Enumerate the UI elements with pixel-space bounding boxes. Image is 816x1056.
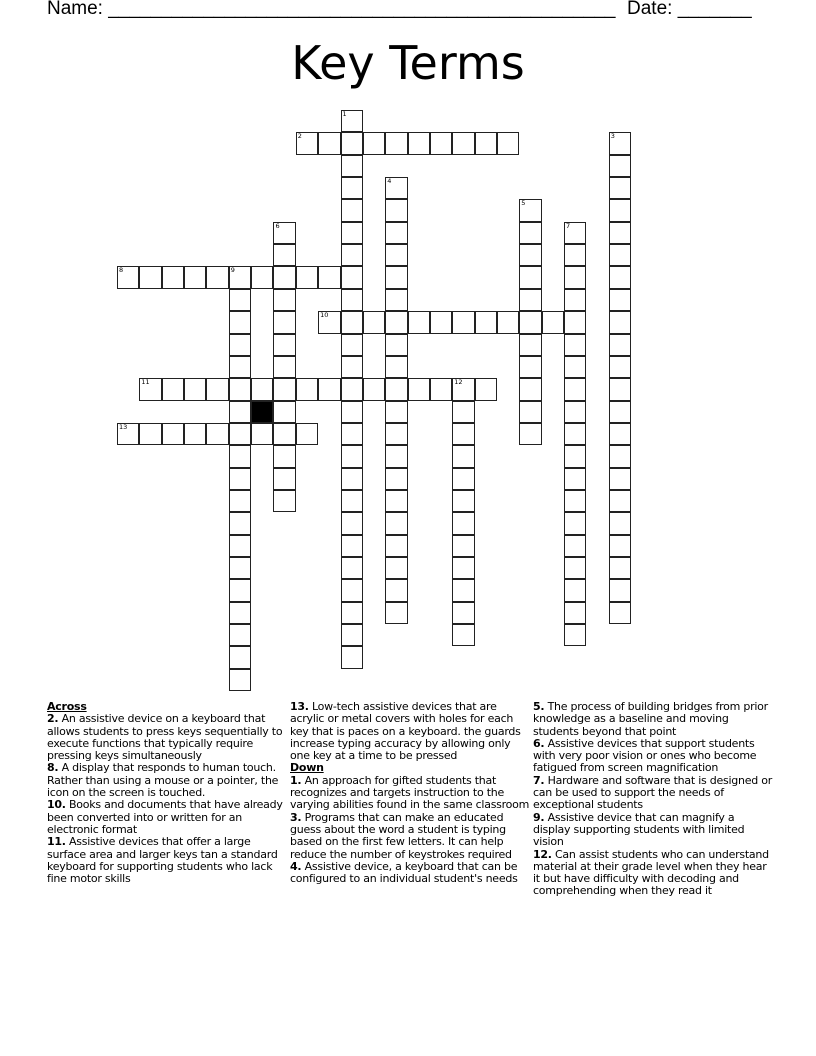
clue-down	[290, 861, 530, 886]
grid-cell[interactable]	[385, 557, 407, 579]
grid-cell[interactable]	[452, 535, 474, 557]
clue-number: 13.	[290, 700, 309, 713]
clue-down	[533, 849, 773, 898]
grid-cell[interactable]	[385, 222, 407, 244]
grid-cell[interactable]	[273, 490, 295, 512]
grid-cell[interactable]	[609, 535, 631, 557]
grid-cell[interactable]	[564, 289, 586, 311]
grid-cell[interactable]	[229, 356, 251, 378]
grid-cell[interactable]	[564, 624, 586, 646]
grid-cell[interactable]	[229, 490, 251, 512]
grid-cell[interactable]	[318, 311, 340, 333]
grid-cell[interactable]	[363, 311, 385, 333]
grid-cell[interactable]	[385, 199, 407, 221]
grid-cell[interactable]	[184, 378, 206, 400]
grid-cell[interactable]	[341, 244, 363, 266]
grid-cell[interactable]	[609, 579, 631, 601]
grid-cell[interactable]	[229, 557, 251, 579]
grid-cell[interactable]	[206, 423, 228, 445]
clue-across	[47, 836, 287, 885]
grid-cell[interactable]	[273, 445, 295, 467]
clue-across	[47, 799, 287, 836]
grid-cell[interactable]	[430, 378, 452, 400]
grid-cell[interactable]	[229, 468, 251, 490]
grid-cell[interactable]	[385, 244, 407, 266]
clue-text: Hardware and software that is designed or can be used to support the needs of exceptional students	[533, 773, 772, 812]
grid-cell[interactable]	[341, 602, 363, 624]
clue-text: The process of building bridges from prior knowledge as a baseline and moving students beyond that point	[533, 700, 768, 738]
grid-cell[interactable]	[609, 401, 631, 423]
grid-cell[interactable]	[408, 132, 430, 154]
grid-cell[interactable]	[139, 378, 161, 400]
grid-cell[interactable]	[296, 423, 318, 445]
grid-cell[interactable]	[564, 535, 586, 557]
clue-text: Assistive device, a keyboard that can be configured to an individual student's needs	[290, 859, 518, 886]
grid-cell[interactable]	[273, 401, 295, 423]
grid-cell[interactable]	[229, 669, 251, 691]
grid-cell[interactable]	[162, 423, 184, 445]
grid-cell[interactable]	[609, 512, 631, 534]
grid-cell[interactable]	[519, 244, 541, 266]
grid-cell[interactable]	[341, 401, 363, 423]
grid-cell[interactable]	[341, 423, 363, 445]
grid-cell[interactable]	[385, 334, 407, 356]
grid-cell[interactable]	[609, 266, 631, 288]
clue-number: 5.	[533, 700, 545, 713]
grid-cell[interactable]	[564, 334, 586, 356]
grid-cell[interactable]	[609, 132, 631, 154]
grid-cell[interactable]	[229, 266, 251, 288]
grid-cell[interactable]	[564, 445, 586, 467]
clue-text: Assistive device that can magnify a display supporting students with limited vision	[533, 810, 745, 849]
grid-cell[interactable]	[341, 512, 363, 534]
clue-number-label: 4	[387, 177, 392, 186]
grid-cell[interactable]	[452, 311, 474, 333]
grid-cell[interactable]	[609, 490, 631, 512]
grid-cell[interactable]	[251, 423, 273, 445]
grid-cell[interactable]	[609, 155, 631, 177]
clue-number: 8.	[47, 761, 59, 775]
grid-cell[interactable]	[408, 378, 430, 400]
grid-cell[interactable]	[452, 468, 474, 490]
clue-number: 2.	[47, 712, 59, 726]
clues-column-2	[290, 701, 530, 885]
grid-cell[interactable]	[430, 311, 452, 333]
grid-cell[interactable]	[341, 222, 363, 244]
grid-cell[interactable]	[229, 378, 251, 400]
clue-across	[47, 762, 287, 799]
grid-cell[interactable]	[385, 579, 407, 601]
grid-cell[interactable]	[206, 378, 228, 400]
grid-cell[interactable]	[273, 311, 295, 333]
grid-cell[interactable]	[206, 266, 228, 288]
clue-down	[533, 775, 773, 812]
clue-number-label: 1	[342, 110, 347, 118]
grid-cell[interactable]	[564, 266, 586, 288]
grid-cell[interactable]	[341, 624, 363, 646]
clue-number-label: 9	[230, 266, 235, 275]
grid-cell[interactable]	[385, 468, 407, 490]
clue-number-label: 13	[119, 422, 128, 431]
grid-cell[interactable]	[475, 311, 497, 333]
clue-text: An assistive device on a keyboard that allows students to press keys sequentially to execute functions that typically require pressing keys simultaneously	[47, 712, 283, 763]
grid-cell[interactable]	[519, 334, 541, 356]
grid-cell[interactable]	[564, 244, 586, 266]
clue-across	[47, 713, 287, 762]
grid-cell[interactable]	[519, 356, 541, 378]
grid-cell[interactable]	[519, 266, 541, 288]
clue-number: 4.	[290, 859, 302, 873]
grid-cell[interactable]	[296, 132, 318, 154]
grid-cell[interactable]	[385, 535, 407, 557]
grid-cell[interactable]	[519, 378, 541, 400]
grid-cell[interactable]	[385, 266, 407, 288]
grid-cell[interactable]	[609, 244, 631, 266]
grid-cell[interactable]	[341, 535, 363, 557]
clue-number-label: 2	[297, 132, 302, 141]
grid-cell[interactable]	[609, 602, 631, 624]
clue-number-label: 3	[610, 132, 615, 141]
grid-cell[interactable]	[273, 423, 295, 445]
grid-cell[interactable]	[475, 378, 497, 400]
clue-number-label: 6	[275, 221, 280, 230]
grid-cell[interactable]	[452, 579, 474, 601]
grid-cell[interactable]	[184, 266, 206, 288]
grid-cell[interactable]	[273, 266, 295, 288]
grid-cell[interactable]	[452, 378, 474, 400]
grid-cell[interactable]	[341, 132, 363, 154]
clue-number: 12.	[533, 847, 552, 861]
grid-cell[interactable]	[385, 177, 407, 199]
grid-cell[interactable]	[609, 334, 631, 356]
clue-text: An approach for gifted students that recognizes and targets instruction to the varying abilities found in the same classroom	[290, 773, 530, 812]
clue-text: Books and documents that have already been converted into or written for an electronic format	[47, 798, 283, 836]
clue-down	[533, 701, 773, 738]
grid-cell[interactable]	[497, 132, 519, 154]
grid-cell[interactable]	[341, 110, 363, 132]
clue-number: 10.	[47, 798, 66, 812]
clue-down	[290, 812, 530, 861]
grid-cell[interactable]	[497, 311, 519, 333]
grid-cell[interactable]	[452, 490, 474, 512]
clue-down	[533, 738, 773, 775]
grid-cell[interactable]	[519, 289, 541, 311]
grid-cell[interactable]	[229, 445, 251, 467]
grid-cell[interactable]	[542, 311, 564, 333]
grid-cell[interactable]	[609, 311, 631, 333]
grid-cell[interactable]	[452, 512, 474, 534]
grid-cell[interactable]	[341, 356, 363, 378]
grid-cell[interactable]	[385, 378, 407, 400]
grid-cell[interactable]	[229, 423, 251, 445]
grid-cell[interactable]	[229, 334, 251, 356]
grid-cell[interactable]	[341, 266, 363, 288]
grid-cell[interactable]	[162, 266, 184, 288]
clue-number-label: 12	[454, 378, 463, 387]
grid-cell[interactable]	[564, 401, 586, 423]
grid-cell[interactable]	[229, 289, 251, 311]
grid-cell[interactable]	[318, 378, 340, 400]
clue-down	[533, 812, 773, 849]
grid-cell[interactable]	[609, 557, 631, 579]
clue-down	[290, 775, 530, 812]
clue-text: Can assist students who can understand material at their grade level when they hear it but have difficulty with decoding and comprehending when they read it	[533, 847, 769, 898]
grid-cell[interactable]	[341, 490, 363, 512]
clue-number: 3.	[290, 810, 302, 824]
grid-cell[interactable]	[341, 646, 363, 668]
grid-cell[interactable]	[229, 535, 251, 557]
clue-number: 6.	[533, 736, 545, 750]
grid-cell[interactable]	[564, 222, 586, 244]
grid-cell[interactable]	[341, 155, 363, 177]
grid-cell[interactable]	[229, 311, 251, 333]
clue-number-label: 7	[566, 221, 571, 230]
grid-cell[interactable]	[318, 266, 340, 288]
grid-cell[interactable]	[385, 356, 407, 378]
grid-cell[interactable]	[341, 468, 363, 490]
grid-cell[interactable]	[162, 378, 184, 400]
grid-cell[interactable]	[273, 289, 295, 311]
grid-cell[interactable]	[363, 378, 385, 400]
grid-cell[interactable]	[475, 132, 497, 154]
grid-cell[interactable]	[385, 490, 407, 512]
grid-cell[interactable]	[341, 311, 363, 333]
grid-cell[interactable]	[564, 512, 586, 534]
grid-cell[interactable]	[385, 423, 407, 445]
grid-cell[interactable]	[251, 266, 273, 288]
grid-cell[interactable]	[519, 401, 541, 423]
grid-cell[interactable]	[385, 289, 407, 311]
grid-cell[interactable]	[609, 423, 631, 445]
clue-across	[290, 701, 530, 762]
grid-cell[interactable]	[296, 378, 318, 400]
grid-cell[interactable]	[564, 378, 586, 400]
grid-cell[interactable]	[273, 244, 295, 266]
grid-cell[interactable]	[117, 266, 139, 288]
clue-number: 9.	[533, 810, 545, 824]
grid-cell[interactable]	[564, 356, 586, 378]
grid-cell[interactable]	[564, 490, 586, 512]
grid-cell[interactable]	[452, 602, 474, 624]
grid-cell[interactable]	[318, 132, 340, 154]
grid-cell[interactable]	[385, 132, 407, 154]
grid-cell[interactable]	[609, 378, 631, 400]
grid-cell[interactable]	[229, 512, 251, 534]
name-field[interactable]: Name: ________________________________________________	[47, 0, 616, 19]
grid-cell[interactable]	[408, 311, 430, 333]
grid-cell[interactable]	[452, 401, 474, 423]
grid-cell[interactable]	[229, 624, 251, 646]
clue-number-label: 8	[119, 266, 124, 275]
grid-cell[interactable]	[273, 468, 295, 490]
grid-cell[interactable]	[341, 177, 363, 199]
grid-cell[interactable]	[229, 602, 251, 624]
grid-cell[interactable]	[609, 177, 631, 199]
grid-cell[interactable]	[341, 557, 363, 579]
clues-column-1	[47, 701, 287, 885]
grid-cell[interactable]	[564, 557, 586, 579]
grid-cell[interactable]	[609, 468, 631, 490]
grid-cell[interactable]	[609, 199, 631, 221]
grid-cell[interactable]	[609, 356, 631, 378]
grid-cell[interactable]	[564, 579, 586, 601]
grid-cell[interactable]	[296, 266, 318, 288]
grid-cell[interactable]	[139, 266, 161, 288]
grid-cell[interactable]	[609, 222, 631, 244]
grid-cell[interactable]	[519, 199, 541, 221]
grid-cell[interactable]	[385, 311, 407, 333]
grid-cell[interactable]	[452, 445, 474, 467]
grid-cell[interactable]	[273, 334, 295, 356]
grid-cell[interactable]	[452, 423, 474, 445]
grid-cell[interactable]	[564, 423, 586, 445]
grid-cell[interactable]	[117, 423, 139, 445]
grid-cell[interactable]	[229, 579, 251, 601]
clue-number: 7.	[533, 773, 545, 787]
grid-cell[interactable]	[273, 222, 295, 244]
grid-cell[interactable]	[519, 222, 541, 244]
clue-number: 1.	[290, 773, 302, 787]
grid-cell[interactable]	[341, 199, 363, 221]
clue-text: Programs that can make an educated guess about the word a student is typing based on the first few letters. It can help reduce the number of keystrokes required	[290, 810, 512, 861]
grid-cell[interactable]	[564, 602, 586, 624]
grid-cell[interactable]	[609, 289, 631, 311]
clue-text: Assistive devices that support students with very poor vision or ones who become fatigued from screen magnification	[533, 736, 757, 775]
down-heading: Down	[290, 761, 324, 775]
grid-cell[interactable]	[564, 468, 586, 490]
grid-cell[interactable]	[273, 356, 295, 378]
grid-cell[interactable]	[519, 311, 541, 333]
grid-cell[interactable]	[385, 602, 407, 624]
clue-text: A display that responds to human touch. Rather than using a mouse or a pointer, the icon on the screen is touched.	[47, 761, 279, 800]
grid-cell[interactable]	[341, 579, 363, 601]
grid-cell[interactable]	[363, 132, 385, 154]
clue-number-label: 11	[141, 378, 150, 387]
grid-cell[interactable]	[273, 378, 295, 400]
grid-cell[interactable]	[564, 311, 586, 333]
black-cell	[251, 401, 273, 423]
clue-number-label: 5	[521, 199, 526, 208]
grid-cell[interactable]	[609, 445, 631, 467]
grid-cell[interactable]	[229, 646, 251, 668]
clue-number: 11.	[47, 835, 66, 849]
grid-cell[interactable]	[452, 132, 474, 154]
page-title: Key Terms	[291, 36, 525, 90]
date-field[interactable]: Date: _______	[627, 0, 752, 19]
grid-cell[interactable]	[385, 445, 407, 467]
grid-cell[interactable]	[184, 423, 206, 445]
grid-cell[interactable]	[341, 378, 363, 400]
grid-cell[interactable]	[452, 624, 474, 646]
grid-cell[interactable]	[229, 401, 251, 423]
clue-text: Assistive devices that offer a large surface area and larger keys tan a standard keyboard for supporting students who lack fine motor skills	[47, 835, 278, 886]
grid-cell[interactable]	[251, 378, 273, 400]
grid-cell[interactable]	[341, 334, 363, 356]
clue-text: Low-tech assistive devices that are acrylic or metal covers with holes for each key that is paces on a keyboard. the guards increase typing accuracy by allowing only one key at a time to be pressed	[290, 700, 521, 763]
grid-cell[interactable]	[139, 423, 161, 445]
grid-cell[interactable]	[341, 289, 363, 311]
grid-cell[interactable]	[452, 557, 474, 579]
clue-number-label: 10	[320, 311, 329, 320]
clues-column-3	[533, 701, 773, 898]
grid-cell[interactable]	[519, 423, 541, 445]
grid-cell[interactable]	[385, 512, 407, 534]
grid-cell[interactable]	[430, 132, 452, 154]
grid-cell[interactable]	[341, 445, 363, 467]
across-heading: Across	[47, 700, 87, 713]
grid-cell[interactable]	[385, 401, 407, 423]
